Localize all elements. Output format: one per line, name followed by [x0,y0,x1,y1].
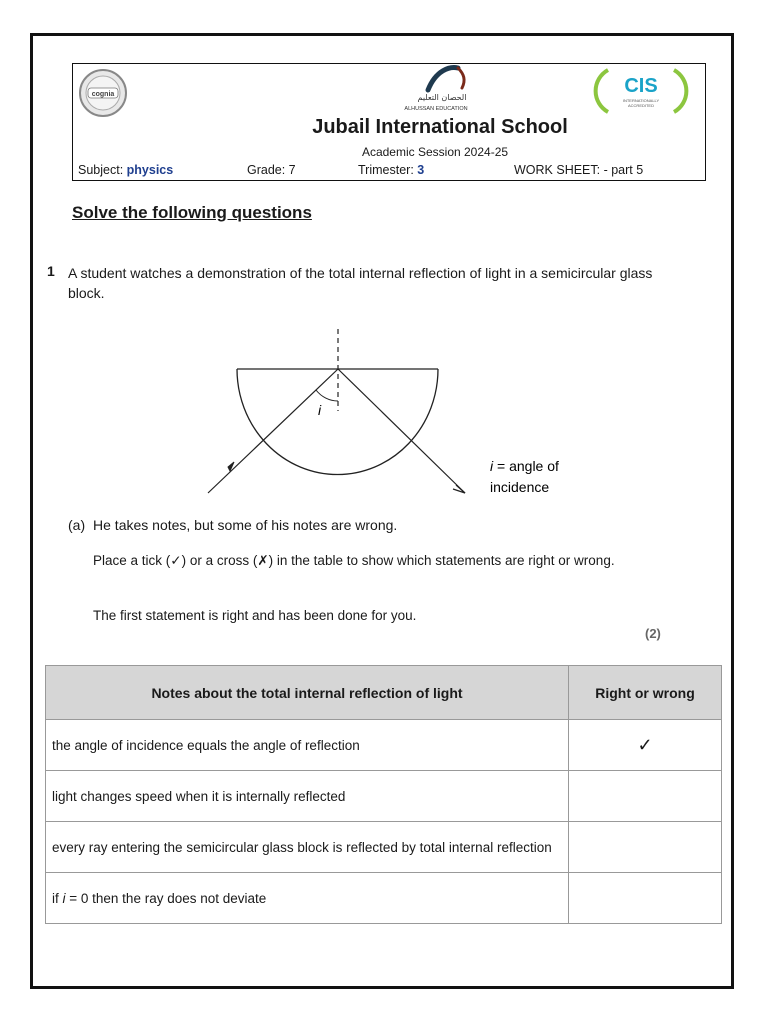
svg-text:cognia: cognia [91,91,115,98]
worksheet-label: WORK SHEET: - part 5 [514,163,644,177]
grade-field: Grade: 7 [247,163,296,177]
part-a-label: (a) [68,517,86,533]
answer-cell[interactable] [569,822,722,873]
cognia-logo [78,68,128,118]
svg-text:الحصان التعليم: الحصان التعليم [417,93,467,102]
statement-cell: every ray entering the semicircular glass block is reflected by total internal reflection [46,822,569,873]
table-row [46,720,722,771]
trimester-label: Trimester: [358,163,418,177]
statement-suffix: = 0 then the ray does not deviate [65,890,267,906]
header-right-or-wrong: Right or wrong [569,666,722,720]
answer-cell[interactable] [569,873,722,924]
trimester-field [358,163,424,177]
statement-cell: the angle of incidence equals the angle of reflection [46,720,569,771]
part-a-line [68,517,397,533]
subject-value: physics [126,163,174,177]
instruction-2: The first statement is right and has been done for you. [93,608,417,623]
svg-text:CIS: CIS [624,75,658,97]
table-header-row [46,666,722,720]
reflected-ray [338,369,465,493]
svg-text:INTERNATIONALLY: INTERNATIONALLY [622,98,660,103]
subject-label: Subject: [78,163,127,177]
reflected-ray-arrow [453,485,465,493]
statement-cell [46,873,569,924]
instruction-1: Place a tick (✓) or a cross (✗) in the table to show which statements are right or wrong. [93,553,615,568]
legend-text: = angle of [493,458,559,474]
question-number: 1 [47,263,55,279]
semicircular-block-diagram [190,325,590,500]
part-a-text: He takes notes, but some of his notes are wrong. [93,517,398,533]
section-heading: Solve the following questions [72,203,312,222]
angle-arc [316,390,338,401]
table-row [46,771,722,822]
alhussan-logo [388,60,484,118]
notes-table [45,665,722,924]
svg-text:ALHUSSAN EDUCATION: ALHUSSAN EDUCATION [404,106,468,112]
academic-session: Academic Session 2024-25 [361,145,509,159]
trimester-value: 3 [417,163,425,177]
answer-cell[interactable] [569,771,722,822]
statement-cell: light changes speed when it is internally reflected [46,771,569,822]
diagram-legend [490,458,559,474]
legend-symbol: i [490,458,494,474]
table-row [46,822,722,873]
subject-field [78,163,173,177]
incident-ray [208,369,338,493]
marks-label: (2) [645,626,661,641]
school-name: Jubail International School [312,116,568,138]
svg-text:ACCREDITED: ACCREDITED [627,103,655,108]
question-text: A student watches a demonstration of the total internal reflection of light in a semicircular glass block. [68,265,653,301]
answer-cell[interactable]: ✓ [569,720,722,771]
diagram-legend-line2: incidence [490,479,550,495]
header-notes: Notes about the total internal reflection of light [46,666,569,720]
table-row [46,873,722,924]
cis-logo [592,62,690,120]
statement-var: i [62,890,66,906]
statement-prefix: if [52,890,63,906]
angle-label: i [318,402,322,418]
